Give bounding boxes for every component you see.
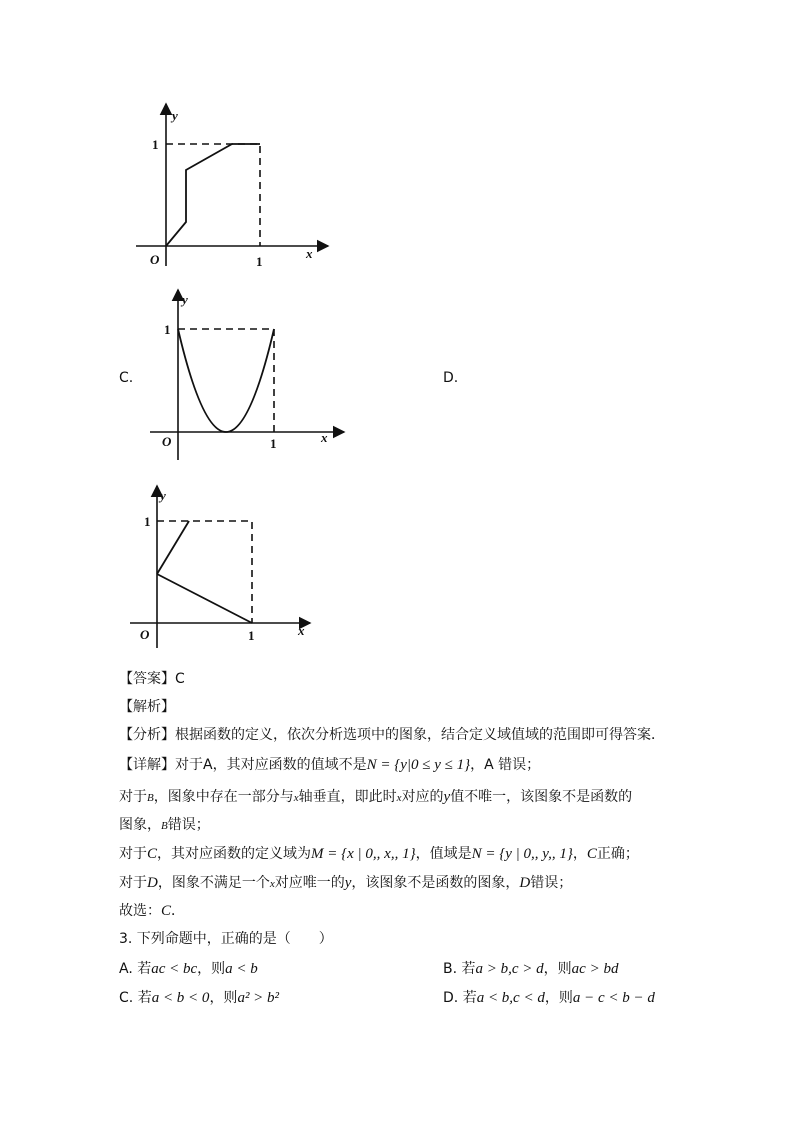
option-label: C.: [119, 990, 134, 1006]
parabola-curve: [178, 329, 274, 432]
condition: a < b,c < d: [476, 990, 545, 1006]
var-c: C: [161, 903, 172, 919]
answer-value: C: [175, 671, 185, 687]
y-label: y: [160, 488, 166, 503]
xiangjie-line-b2: [119, 815, 210, 836]
one-x-label: 1: [270, 436, 277, 451]
one-y-label: 1: [152, 137, 159, 152]
text-segment: 若: [462, 990, 477, 1006]
var-d: D: [519, 875, 531, 891]
dashed-box: [166, 144, 260, 246]
text-segment: ，则: [544, 990, 573, 1006]
text-segment: 若: [137, 961, 152, 977]
var-y: y: [344, 875, 352, 891]
x-label: x: [306, 246, 313, 261]
text-segment: ，其对应函数的定义域为: [157, 846, 312, 862]
q3-option-d: [443, 987, 655, 1007]
text-segment: 对应的: [401, 789, 444, 805]
xiangjie-a-text: 对于A，其对应函数的值域不是: [175, 757, 367, 773]
text-segment: 轴垂直，即此时: [298, 789, 397, 805]
result: a² > b²: [237, 990, 280, 1006]
text-segment: 对于: [119, 846, 147, 862]
one-y-label: 1: [144, 514, 151, 529]
question-3-stem: 3. 下列命题中，正确的是（ ）: [119, 931, 333, 947]
text-segment: ，则: [543, 961, 572, 977]
text-segment: 对应唯一的: [274, 875, 345, 891]
var-d: D: [147, 875, 158, 891]
text-segment: ，图象不满足一个: [157, 875, 270, 891]
text-segment: 错误；: [167, 817, 210, 833]
var-y: y: [443, 789, 451, 805]
text-segment: 对于: [119, 789, 147, 805]
text-segment: 图象，: [119, 817, 161, 833]
condition: a > b,c > d: [475, 961, 544, 977]
text-segment: ，: [572, 846, 587, 862]
option-c-label: C.: [119, 370, 134, 386]
x-label: x: [298, 623, 305, 638]
text-segment: ，该图象不是函数的图象，: [351, 875, 520, 891]
xiangjie-line-c: [119, 844, 639, 864]
text-segment: 正确；: [596, 846, 639, 862]
y-label: y: [182, 292, 188, 307]
var-b: B: [161, 820, 168, 832]
option-d-label: D.: [443, 370, 459, 386]
x-label: x: [321, 430, 328, 445]
one-y-label: 1: [164, 322, 171, 337]
answer-line: [119, 669, 185, 689]
xiangjie-tag: 【详解】: [119, 757, 175, 773]
xiangjie-line-d: [119, 873, 572, 894]
xiangjie-line-a: [119, 755, 540, 775]
text-segment: ，则: [209, 990, 238, 1006]
result: a − c < b − d: [572, 990, 655, 1006]
lower-segment: [157, 574, 252, 623]
var-c: C: [147, 846, 158, 862]
q3-option-a: [119, 958, 258, 978]
upper-segment: [157, 521, 189, 574]
fenxi-tag: 【分析】: [119, 727, 175, 743]
text-segment: 故选：: [119, 903, 161, 919]
text-segment: 若: [461, 961, 476, 977]
text-segment: 若: [137, 990, 152, 1006]
q3-option-b: [443, 958, 618, 978]
domain-formula: M = {x | 0,, x,, 1}: [311, 846, 416, 862]
text-segment: ，则: [197, 961, 226, 977]
xiangjie-line-b: [119, 787, 632, 808]
range-formula: N = {y|0 ≤ y ≤ 1}: [366, 757, 471, 773]
result: ac > bd: [571, 961, 619, 977]
origin-label: O: [140, 627, 150, 642]
one-x-label: 1: [256, 254, 263, 269]
text-segment: 对于: [119, 875, 147, 891]
analysis-heading: 【解析】: [119, 699, 175, 715]
var-x: x: [269, 878, 275, 890]
range-formula: N = {y | 0,, y,, 1}: [471, 846, 573, 862]
dashed-box: [157, 521, 252, 623]
option-label: A.: [119, 961, 133, 977]
condition: ac < bc: [151, 961, 198, 977]
var-c: C: [586, 846, 597, 862]
option-label: D.: [443, 990, 459, 1006]
var-x: x: [396, 792, 402, 804]
answer-tag: 【答案】: [119, 671, 175, 687]
condition: a < b < 0: [151, 990, 210, 1006]
fenxi-line: [119, 725, 665, 745]
graph-b: [128, 100, 338, 272]
text-segment: ．: [171, 903, 186, 919]
text-segment: 错误；: [530, 875, 573, 891]
text-segment: 值不唯一，该图象不是函数的: [450, 789, 633, 805]
text-segment: ，图象中存在一部分与: [153, 789, 294, 805]
option-label: B.: [443, 961, 458, 977]
origin-label: O: [150, 252, 160, 267]
origin-label: O: [162, 434, 172, 449]
result: a < b: [225, 961, 258, 977]
var-b: B: [147, 792, 154, 804]
xiangjie-a-end: ，A 错误；: [470, 757, 541, 773]
curve: [166, 144, 260, 246]
xiangjie-line-e: [119, 901, 185, 921]
var-x: x: [293, 792, 299, 804]
one-x-label: 1: [248, 628, 255, 643]
fenxi-text: 根据函数的定义，依次分析选项中的图象，结合定义域值域的范围即可得答案．: [175, 727, 665, 743]
graph-c: [146, 286, 356, 462]
graph-d: [126, 482, 326, 652]
q3-option-c: [119, 987, 279, 1007]
y-label: y: [172, 108, 178, 123]
text-segment: ，值域是: [415, 846, 472, 862]
